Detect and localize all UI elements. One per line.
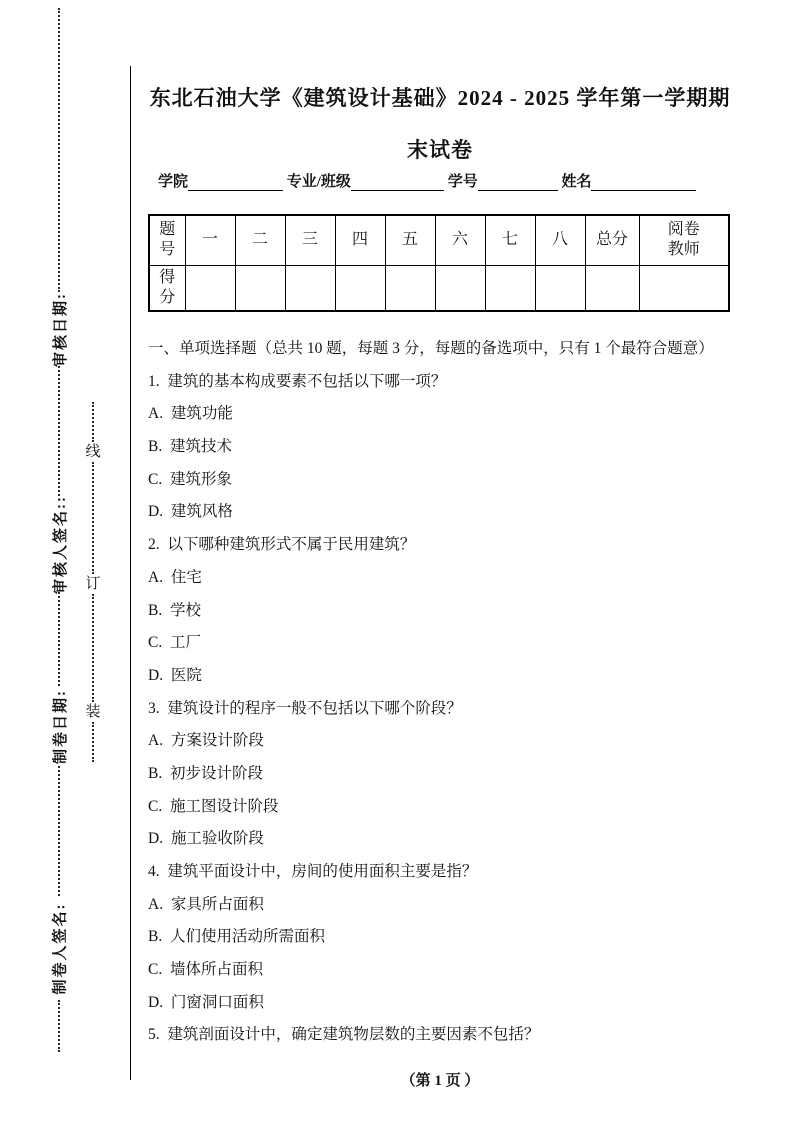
paper-date-label-box [50, 686, 68, 766]
section-heading: 一、单项选择题（总共 10 题，每题 3 分，每题的备选项中，只有 1 个最符合题意） [148, 340, 714, 357]
fold-char-line: 线 [85, 444, 101, 460]
grader-cell [639, 215, 729, 265]
question-4-option-b: B. 人们使用活动所需面积 [148, 928, 325, 946]
score-cell-empty [585, 265, 639, 311]
college-blank [188, 174, 283, 191]
column-5: 五 [385, 215, 435, 265]
question-2-option-d: D. 医院 [148, 666, 202, 684]
question-1-option-b: B. 建筑技术 [148, 438, 232, 456]
name-blank [591, 174, 696, 191]
column-2: 二 [235, 215, 285, 265]
student-id-label: 学号 [447, 174, 478, 190]
column-8: 八 [535, 215, 585, 265]
review-date-label-box [50, 292, 68, 366]
content-left-rule [130, 66, 131, 1080]
reviewer-signature-label: 审核人签名:: [52, 494, 69, 594]
score-cell-empty [335, 265, 385, 311]
binding-column-inner [84, 402, 102, 762]
student-id-blank [478, 174, 558, 191]
question-3-text: 3. 建筑设计的程序一般不包括以下哪个阶段？ [148, 699, 462, 717]
question-2-option-b: B. 学校 [148, 601, 201, 619]
reviewer-signature-label-box [50, 496, 68, 592]
fold-char-mount: 装 [85, 704, 101, 720]
review-date-label: 审核日期: [52, 291, 69, 367]
column-7: 七 [485, 215, 535, 265]
question-3-option-d: D. 施工验收阶段 [148, 830, 264, 848]
paper-maker-signature-label: 制卷人签名: [52, 902, 69, 994]
score-table-score-row [149, 265, 729, 311]
dotted-line-segment [58, 1000, 60, 1052]
column-3: 三 [285, 215, 335, 265]
score-cell-empty [235, 265, 285, 311]
score-label-cell: 得分 [149, 265, 185, 311]
score-cell-empty [435, 265, 485, 311]
score-cell-empty [385, 265, 435, 311]
question-4-text: 4. 建筑平面设计中，房间的使用面积主要是指？ [148, 863, 478, 880]
dotted-line-segment [92, 594, 94, 702]
score-cell-empty [485, 265, 535, 311]
dotted-line-segment [92, 722, 94, 762]
question-number-corner-cell: 题号 [149, 215, 185, 265]
dotted-line-segment [92, 402, 94, 442]
score-cell-empty [535, 265, 585, 311]
name-label: 姓名 [561, 174, 592, 190]
question-3-option-b: B. 初步设计阶段 [148, 764, 263, 782]
question-2-option-a: A. 住宅 [148, 568, 202, 586]
score-table-header-row [149, 215, 729, 265]
student-info-line [158, 170, 748, 191]
question-2-text: 2. 以下哪种建筑形式不属于民用建筑？ [148, 536, 416, 554]
question-4-option-d: D. 门窗洞口面积 [148, 993, 264, 1011]
binding-column-outer [50, 8, 68, 1052]
exam-title: 东北石油大学《建筑设计基础》2024 - 2025 学年第一学期期末试卷 [149, 86, 731, 162]
dotted-line-segment [58, 766, 60, 896]
question-1-option-c: C. 建筑形象 [148, 470, 232, 488]
score-cell-empty [639, 265, 729, 311]
fold-char-stitch: 订 [85, 576, 101, 592]
question-2-option-c: C. 工厂 [148, 634, 201, 652]
column-6: 六 [435, 215, 485, 265]
score-cell-empty [185, 265, 235, 311]
question-4-option-c: C. 墙体所占面积 [148, 961, 263, 979]
dotted-line-segment [58, 592, 60, 686]
paper-maker-signature-label-box [50, 896, 68, 1000]
question-3-option-a: A. 方案设计阶段 [148, 732, 264, 750]
column-4: 四 [335, 215, 385, 265]
page-number: （第 1 页 ） [400, 1073, 480, 1089]
dotted-line-segment [58, 366, 60, 496]
question-1-option-d: D. 建筑风格 [148, 503, 233, 521]
question-5-text: 5. 建筑剖面设计中，确定建筑物层数的主要因素不包括？ [148, 1026, 540, 1044]
column-1: 一 [185, 215, 235, 265]
grader-label-line2: 教师 [667, 241, 700, 259]
question-4-option-a: A. 家具所占面积 [148, 895, 264, 913]
major-class-label: 专业/班级 [286, 174, 351, 190]
question-3-option-c: C. 施工图设计阶段 [148, 797, 279, 815]
college-label: 学院 [158, 174, 189, 190]
question-body [148, 333, 742, 1052]
paper-date-label: 制卷日期: [52, 688, 69, 764]
score-table [148, 214, 730, 312]
grader-label-line1: 阅卷 [667, 221, 700, 239]
dotted-line-segment [92, 462, 94, 574]
dotted-line-segment [58, 8, 60, 292]
question-1-option-a: A. 建筑功能 [148, 405, 233, 423]
score-cell-empty [285, 265, 335, 311]
column-total: 总分 [585, 215, 639, 265]
major-class-blank [351, 174, 444, 191]
question-1-text: 1. 建筑的基本构成要素不包括以下哪一项？ [148, 372, 447, 390]
